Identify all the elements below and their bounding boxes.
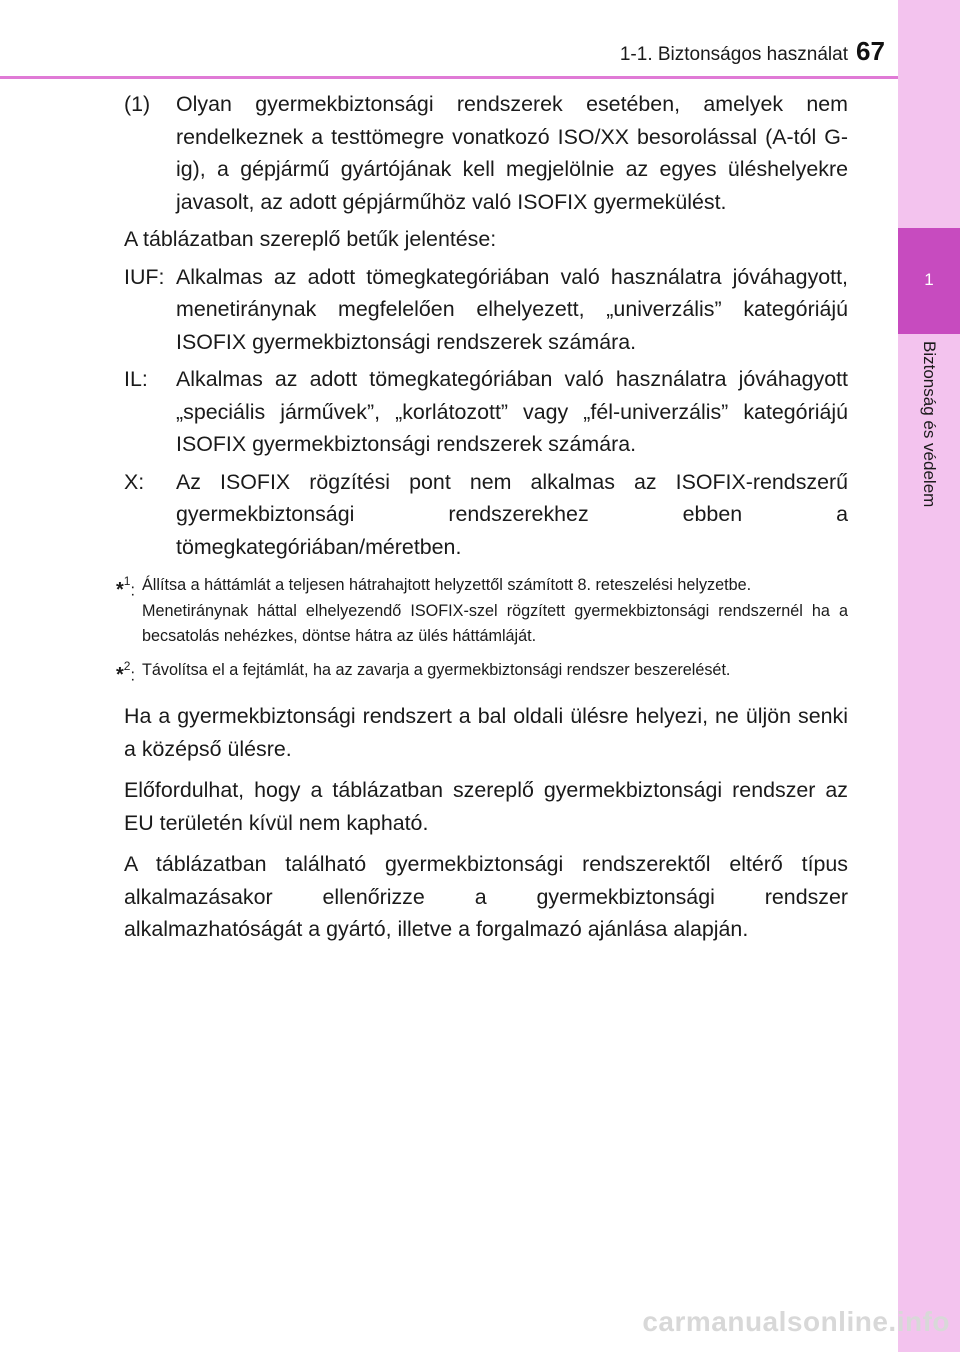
footnote-line: Távolítsa el a fejtámlát, ha az zavarja a gyermekbiztonsági rendszer beszerelését. — [142, 660, 731, 679]
definition-text: Alkalmas az adott tömegkategóriában való használatra jóváhagyott, menetiránynak megfelelően elhelyezett, „univerzális” kategóriájú ISOFIX gyermekbiztonsági rendszerek számára. — [176, 264, 848, 354]
definition-x — [124, 466, 848, 564]
definition-text: Az ISOFIX rögzítési pont nem alkalmas az ISOFIX-rendszerű gyermekbiztonsági rendszerekhez ebben a tömegkategóriában/méretben. — [176, 469, 848, 559]
legend-intro: A táblázatban szereplő betűk jelentése: — [124, 227, 497, 251]
footnote-2 — [116, 658, 848, 689]
paragraph: Ha a gyermekbiztonsági rendszert a bal oldali ülésre helyezi, ne üljön senki a középső ülésre. — [124, 704, 848, 761]
footnote-1 — [116, 573, 848, 650]
definition-il — [124, 363, 848, 461]
chapter-number: 1 — [924, 270, 934, 289]
definition-iuf — [124, 261, 848, 359]
header-divider — [0, 76, 898, 79]
item-text: Olyan gyermekbiztonsági rendszerek esetében, amelyek nem rendelkeznek a testtömegre vonatkozó ISO/XX besorolással (A-tól G-ig), a gépjármű gyártójának kell megjelölnie az egyes üléshelyekre javasolt, az adott gépjárműhöz való ISOFIX gyermekülést. — [176, 92, 848, 214]
side-tab-strip — [898, 0, 960, 1352]
footnote-line: Menetiránynak háttal elhelyezendő ISOFIX-szel rögzített gyermekbiztonsági rendszernél ha a becsatolás nehézkes, döntse hátra az ülés háttámláját. — [142, 601, 848, 645]
paragraph: Előfordulhat, hogy a táblázatban szereplő gyermekbiztonsági rendszer az EU területén kívül nem kapható. — [124, 778, 848, 835]
page-number: 67 — [856, 36, 885, 66]
footnote-body — [142, 658, 848, 689]
watermark: carmanualsonline.info — [642, 1306, 950, 1337]
paragraph: A táblázatban található gyermekbiztonsági rendszerektől eltérő típus alkalmazásakor ellenőrizze a gyermekbiztonsági rendszer alkalmazhatóságát a gyártó, illetve a forgalmazó ajánlása alapján. — [124, 852, 848, 942]
chapter-title: Biztonság és védelem — [920, 341, 939, 508]
page-content — [116, 88, 848, 946]
footnote-marker: *$^1$: — [116, 574, 135, 602]
definition-text: Alkalmas az adott tömegkategóriában való használatra jóváhagyott „speciális járművek”, „korlátozott” vagy „fél-univerzális” kategóriájú ISOFIX gyermekbiztonsági rendszerek számára. — [176, 367, 848, 456]
definition-key: X: — [124, 469, 145, 494]
definition-key: IL: — [124, 367, 148, 391]
numbered-item — [124, 88, 848, 218]
section-title: 1-1. Biztonságos használat — [619, 44, 848, 65]
footnote-line: Állítsa a háttámlát a teljesen hátrahajtott helyzettől számított 8. reteszelési helyzetbe. — [142, 576, 752, 594]
footnote-marker: *$^2$: — [116, 658, 135, 686]
footnote-body — [142, 573, 848, 650]
item-number: (1) — [124, 92, 151, 116]
definition-key: IUF: — [124, 264, 165, 289]
